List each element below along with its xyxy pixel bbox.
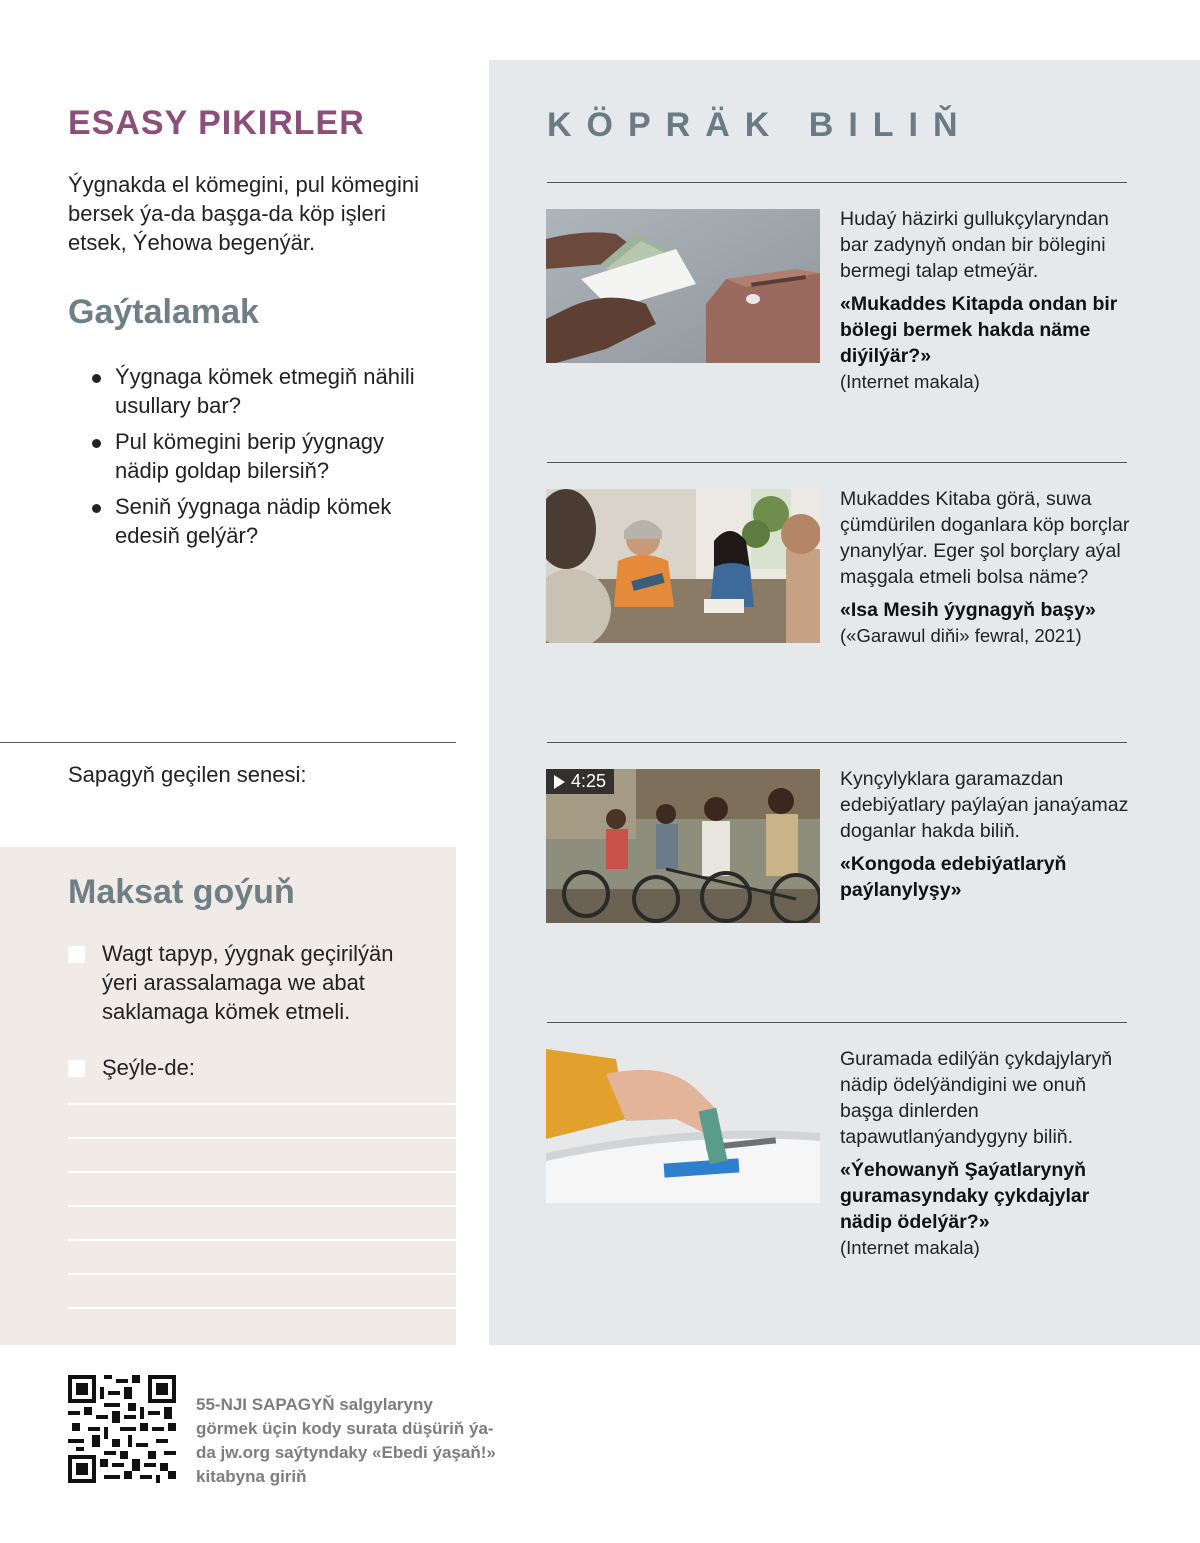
item-source: («Garawul diňi» fewral, 2021) (840, 625, 1082, 646)
review-item: Seniň ýygnaga nädip kömek edesiň gelýär? (92, 492, 442, 550)
bullet-icon (92, 504, 101, 513)
goal-item: Şeýle-de: (68, 1053, 432, 1082)
goal-item: Wagt tapyp, ýygnak geçirilýän ýeri arassalamaga we abat saklamaga kömek etmeli. (68, 939, 432, 1026)
item-reference-link[interactable]: «Ýehowanyň Şaýatlarynyň guramasyndaky çykdajylar nädip ödelýär?» (840, 1159, 1090, 1233)
review-title: Gaýtalamak (68, 293, 259, 331)
writing-line[interactable] (68, 1307, 456, 1309)
lesson-date-label: Sapagyň geçilen senesi: (68, 762, 307, 787)
item-reference-link[interactable]: «Isa Mesih ýygnagyň başy» (840, 599, 1096, 621)
item-description: Kynçylyklara garamazdan edebiýatlary paýlaýan janaýamaz doganlar hakda biliň. (840, 768, 1129, 842)
main-points-title: ESASY PIKIRLER (68, 104, 365, 142)
learn-more-title: KÖPRÄK BILIŇ (547, 106, 973, 144)
main-points-text: Ýygnakda el kömegini, pul kömegini bersek ýa-da başga-da köp işleri etsek, Ýehowa begenýär. (68, 172, 419, 255)
video-duration-badge[interactable]: 4:25 (546, 769, 614, 794)
play-icon (554, 775, 565, 789)
review-list (92, 362, 442, 557)
learn-more-item (840, 206, 1130, 395)
goal-box (0, 847, 456, 1345)
item-source: (Internet makala) (840, 1237, 980, 1258)
item-reference-link[interactable]: «Kongoda edebiýatlaryň paýlanylyşy» (840, 853, 1067, 901)
writing-line[interactable] (68, 1103, 456, 1105)
goal-checkbox[interactable] (68, 1060, 85, 1077)
item-divider (547, 1022, 1127, 1023)
footer-note: 55-NJI SAPAGYŇ salgylaryny görmek üçin kody surata düşüriň ýa-da jw.org saýtyndaky «Ebedi ýaşaň!» kitabyna giriň (196, 1395, 496, 1486)
learn-more-item (840, 1046, 1130, 1261)
writing-line[interactable] (68, 1205, 456, 1207)
writing-line[interactable] (68, 1239, 456, 1241)
item-divider (547, 182, 1127, 183)
qr-code-icon[interactable] (68, 1375, 176, 1483)
item-source: (Internet makala) (840, 371, 980, 392)
learn-more-item (840, 766, 1130, 903)
writing-line[interactable] (68, 1137, 456, 1139)
item-divider (547, 462, 1127, 463)
learn-more-panel (489, 60, 1200, 1345)
left-column (0, 0, 456, 1345)
thumb-men-with-bicycles[interactable] (546, 769, 820, 923)
writing-line[interactable] (68, 1171, 456, 1173)
thumb-hand-donation-slot[interactable] (546, 1049, 820, 1203)
writing-line[interactable] (68, 1273, 456, 1275)
item-description: Guramada edilýän çykdajylaryň nädip ödelýändigini we onuň başga dinlerden tapawutlanýandygyny biliň. (840, 1048, 1113, 1148)
thumb-hands-envelope-donation-box[interactable] (546, 209, 820, 363)
learn-more-item (840, 486, 1130, 649)
review-item: Pul kömegini berip ýygnagy nädip goldap bilersiň? (92, 427, 442, 485)
review-item: Ýygnaga kömek etmegiň nähili usullary bar? (92, 362, 442, 420)
item-divider (547, 742, 1127, 743)
goal-title: Maksat goýuň (68, 873, 295, 911)
bullet-icon (92, 374, 101, 383)
goal-checkbox[interactable] (68, 946, 85, 963)
thumb-women-bible-study[interactable] (546, 489, 820, 643)
item-description: Mukaddes Kitaba görä, suwa çümdürilen doganlara köp borçlar ynanylýar. Eger şol borçlary aýal maşgala etmeli bolsa näme? (840, 488, 1130, 588)
bullet-icon (92, 439, 101, 448)
item-reference-link[interactable]: «Mukaddes Kitapda ondan bir bölegi bermek hakda näme diýilýär?» (840, 293, 1118, 367)
item-description: Hudaý häzirki gullukçylaryndan bar zadynyň ondan bir bölegini bermegi talap etmeýär. (840, 208, 1109, 282)
section-divider (0, 742, 456, 743)
